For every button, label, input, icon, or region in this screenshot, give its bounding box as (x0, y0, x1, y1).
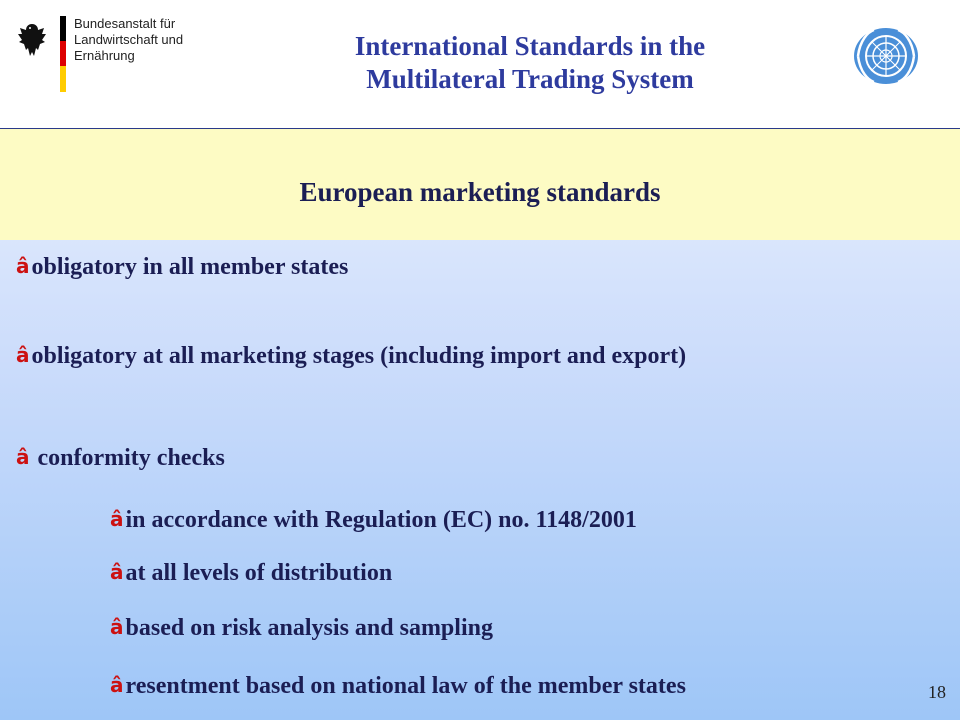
red-arrow-bullet-icon: â (110, 560, 124, 584)
slide-header (0, 0, 960, 129)
ministry-name: Bundesanstalt für Landwirtschaft und Ernährung (74, 16, 184, 63)
red-arrow-bullet-icon: â (110, 673, 124, 697)
section-title: European marketing standards (299, 177, 661, 207)
sub-bullet-item (110, 507, 637, 534)
bullet-text: obligatory in all member states (31, 254, 349, 280)
bullet-text: obligatory at all marketing stages (including import and export) (31, 343, 687, 369)
bullet-item (16, 343, 686, 370)
section-banner (0, 129, 960, 240)
sub-bullet-text: based on risk analysis and sampling (125, 615, 493, 641)
red-arrow-bullet-icon: â (110, 507, 124, 531)
page-number: 18 (928, 682, 946, 702)
sub-bullet-text: at all levels of distribution (125, 560, 393, 586)
german-flag-bar (60, 16, 66, 92)
sub-bullet-item (110, 560, 392, 587)
red-arrow-bullet-icon: â (16, 445, 30, 469)
red-arrow-bullet-icon: â (16, 254, 30, 278)
bullet-item (16, 254, 348, 281)
ministry-logo (14, 14, 234, 94)
bullet-item (16, 445, 225, 472)
red-arrow-bullet-icon: â (16, 343, 30, 367)
sub-bullet-item (110, 673, 686, 700)
sub-bullet-text: resentment based on national law of the member states (125, 673, 686, 699)
federal-eagle-icon (14, 20, 50, 60)
un-emblem-icon (852, 26, 920, 86)
red-arrow-bullet-icon: â (110, 615, 124, 639)
slide-title: International Standards in the Multilateral Trading System (354, 31, 706, 94)
bullet-text: conformity checks (31, 445, 225, 471)
sub-bullet-item (110, 615, 493, 642)
sub-bullet-text: in accordance with Regulation (EC) no. 1148/2001 (125, 507, 637, 533)
